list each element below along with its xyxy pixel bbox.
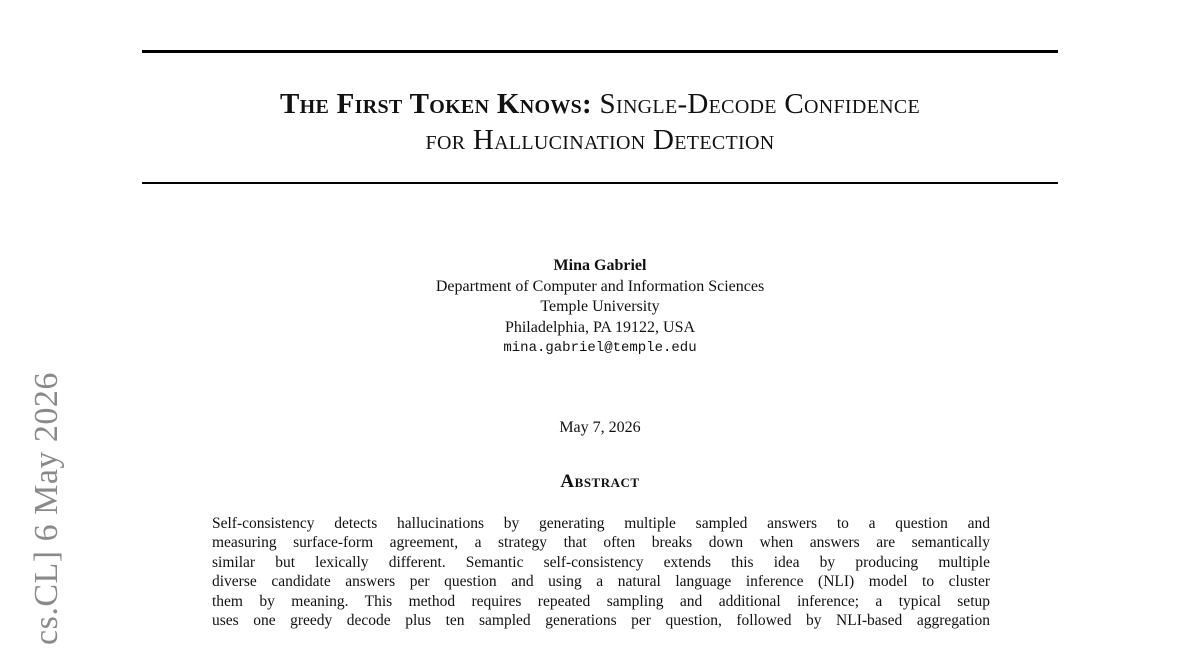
- title-bold-part: The First Token Knows:: [279, 88, 592, 120]
- title-rest-part: Single-Decode Confidence: [592, 88, 921, 120]
- abstract-line: uses one greedy decode plus ten sampled generations per question, followed by NLI-based aggregation: [212, 612, 990, 630]
- title-line-2: for Hallucination Detection: [425, 124, 775, 156]
- abstract-line: diverse candidate answers per question and using a natural language inference (NLI) model to cluster: [212, 573, 990, 591]
- author-name: Mina Gabriel: [553, 257, 647, 274]
- author-university: Temple University: [540, 298, 660, 315]
- abstract-body: [212, 514, 990, 630]
- title-bottom-rule: [142, 182, 1058, 184]
- abstract-line: similar but lexically different. Semantic self-consistency extends this idea by producing multiple: [212, 553, 990, 571]
- paper-title: [142, 86, 1058, 158]
- author-block: [142, 256, 1058, 359]
- abstract-line: Self-consistency detects hallucinations by generating multiple sampled answers to a question and: [212, 515, 990, 532]
- abstract-line: measuring surface-form agreement, a strategy that often breaks down when answers are semantically: [212, 534, 990, 552]
- title-top-rule: [142, 50, 1058, 53]
- author-email[interactable]: mina.gabriel@temple.edu: [503, 340, 697, 356]
- arxiv-side-stamp: cs.CL] 6 May 2026: [28, 372, 65, 645]
- author-department: Department of Computer and Information Sciences: [435, 277, 765, 295]
- paper-date: May 7, 2026: [559, 419, 641, 436]
- abstract-heading: Abstract: [560, 471, 640, 492]
- abstract-line: them by meaning. This method requires repeated sampling and additional inference; a typical setup: [212, 592, 990, 610]
- author-location: Philadelphia, PA 19122, USA: [504, 318, 696, 336]
